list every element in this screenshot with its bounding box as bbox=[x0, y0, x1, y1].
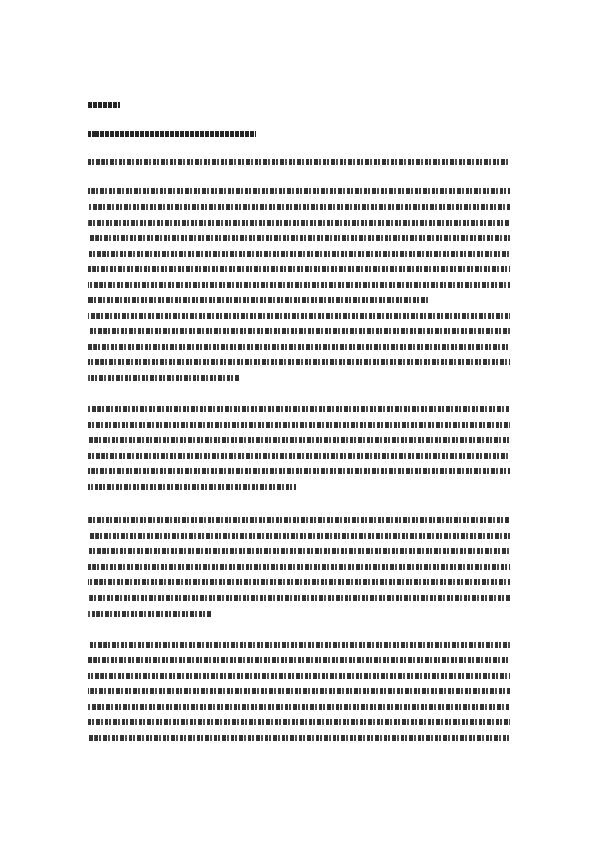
paragraph-1-line bbox=[88, 220, 510, 226]
paragraph-1-line bbox=[88, 344, 510, 350]
intro-line bbox=[88, 159, 510, 165]
paragraph-4-line bbox=[88, 735, 510, 741]
paragraph-2-line bbox=[88, 468, 510, 474]
paragraph-1-line bbox=[88, 328, 510, 334]
paragraph-1-line bbox=[88, 204, 510, 210]
paragraph-4-line bbox=[88, 673, 510, 679]
paragraph-3-line bbox=[88, 548, 510, 554]
heading-line bbox=[88, 102, 120, 108]
paragraph-4-line bbox=[88, 657, 510, 663]
paragraph-3-line bbox=[88, 595, 510, 601]
paragraph-3-line bbox=[88, 579, 510, 585]
paragraph-1-line bbox=[88, 235, 510, 241]
paragraph-2-line bbox=[88, 406, 510, 412]
paragraph-1-line bbox=[88, 282, 510, 288]
paragraph-1-line bbox=[88, 359, 510, 365]
paragraph-3-line bbox=[88, 517, 510, 523]
paragraph-1-line bbox=[88, 188, 510, 194]
paragraph-1-line bbox=[88, 375, 240, 381]
paragraph-3-line bbox=[88, 564, 510, 570]
paragraph-4-line bbox=[88, 719, 510, 725]
paragraph-4-line bbox=[88, 642, 510, 648]
paragraph-2-line bbox=[88, 484, 296, 490]
paragraph-2-line bbox=[88, 422, 510, 428]
paragraph-2-line bbox=[88, 437, 510, 443]
paragraph-3-line bbox=[88, 611, 212, 617]
paragraph-4-line bbox=[88, 704, 510, 710]
paragraph-4-line bbox=[88, 688, 510, 694]
paragraph-3-line bbox=[88, 533, 510, 539]
paragraph-1-line bbox=[88, 266, 510, 272]
paragraph-1-line bbox=[88, 297, 430, 303]
paragraph-2-line bbox=[88, 453, 510, 459]
paragraph-1-line bbox=[88, 313, 510, 319]
paragraph-1-line bbox=[88, 251, 510, 257]
subtitle-line bbox=[88, 131, 256, 137]
